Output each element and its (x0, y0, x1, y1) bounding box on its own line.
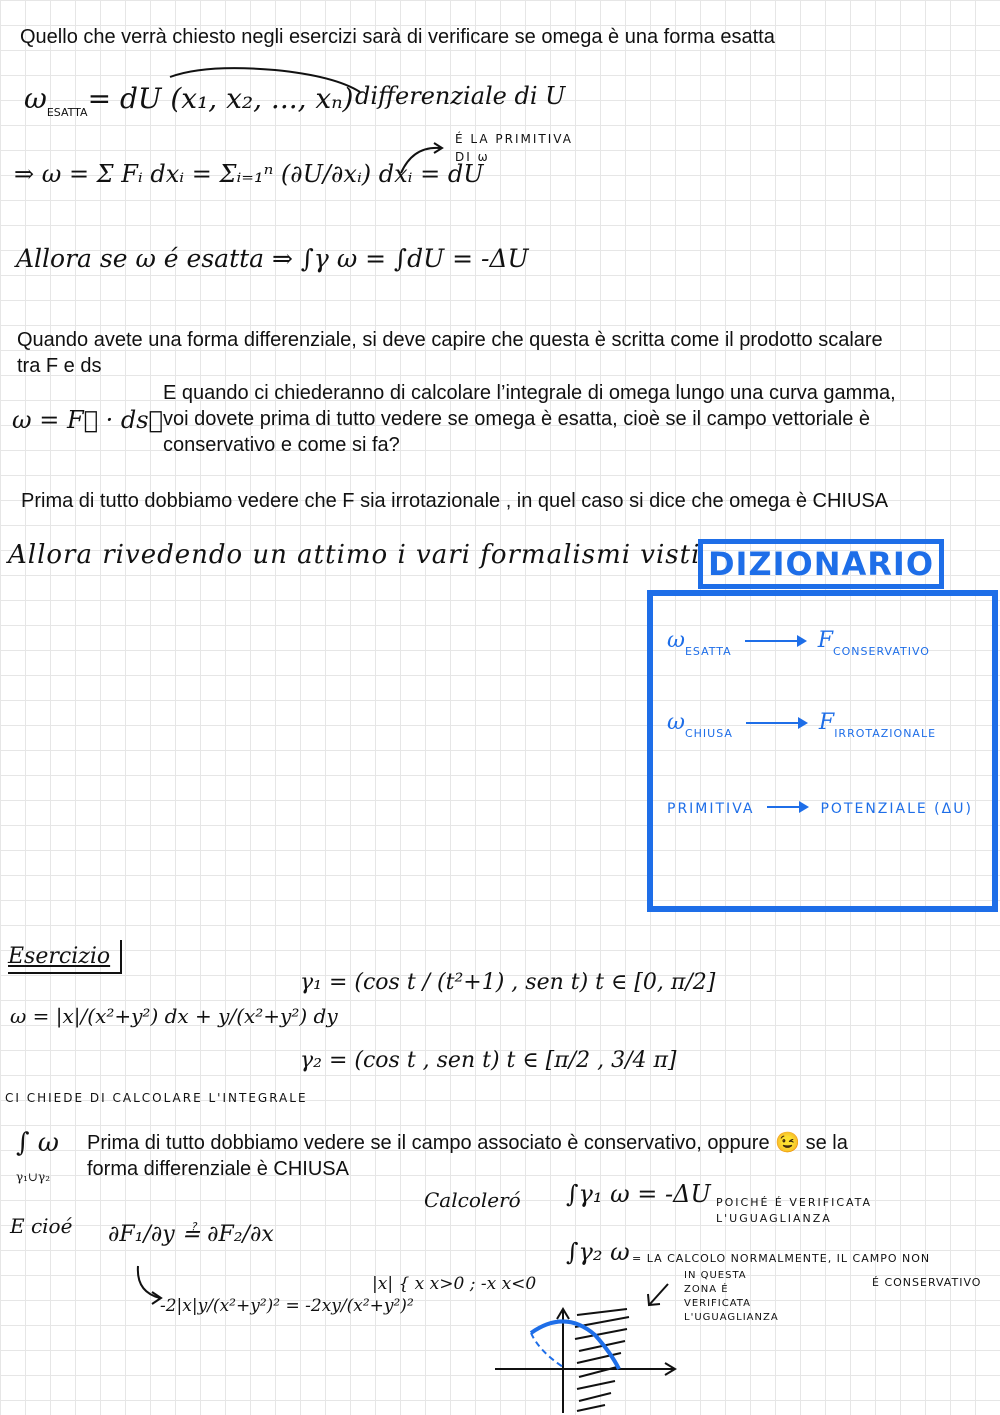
arrow-icon (767, 806, 807, 808)
dict-row-chiusa (667, 710, 936, 740)
region-sketch (495, 1305, 685, 1415)
integral-symbol: ∫ ω (16, 1128, 60, 1158)
calcolero-label: Calcoleró (424, 1188, 521, 1212)
calcolo-normal-note: = LA CALCOLO NORMALMENTE, IL CAMPO NON (632, 1252, 931, 1265)
integral-gamma1: ∫γ₁ ω = -ΔU (566, 1180, 711, 1208)
integral-union (16, 1128, 59, 1188)
conservativo-note: É CONSERVATIVO (872, 1276, 982, 1289)
esercizio-heading: Esercizio (8, 944, 111, 969)
allora-esatta-line: Allora se ω é esatta ⇒ ∫γ ω = ∫dU = -ΔU (16, 244, 529, 273)
omega-dot-product: ω = F⃗ · ds⃗ (12, 406, 163, 434)
paragraph-irrotazionale: Prima di tutto dobbiamo vedere che F sia irrotazionale , in quel caso si dice che omega è CHIUSA (21, 490, 889, 512)
integral-gamma2: ∫γ₂ ω (566, 1238, 630, 1266)
partial-result: -2|x|y/(x²+y²)² = -2xy/(x²+y²)² (160, 1296, 414, 1316)
dict-left: PRIMITIVA (667, 801, 755, 817)
primitiva-note-2: DI ω (455, 150, 490, 164)
zona-note-3: VERIFICATA (684, 1298, 751, 1309)
integral-union-sub: γ₁∪γ₂ (16, 1170, 51, 1184)
arrow-icon (745, 640, 805, 642)
paragraph-integrale-2: voi dovete prima di tutto vedere se omega è esatta, cioè se il campo vettoriale è (163, 408, 871, 430)
omega-symbol: ω (24, 82, 47, 115)
partial-equality: ∂F₁/∂y ≟ ∂F₂/∂x (108, 1222, 274, 1247)
paragraph-campo-associato-1: Prima di tutto dobbiamo vedere se il campo associato è conservativo, oppure 😉 se la (87, 1132, 848, 1154)
paragraph-integrale-3: conservativo e come si fa? (163, 434, 400, 456)
ci-chiede-label: CI CHIEDE DI CALCOLARE L'INTEGRALE (5, 1091, 308, 1105)
paragraph-integrale-1: E quando ci chiederanno di calcolare l’integrale di omega lungo una curva gamma, (163, 382, 896, 404)
primitiva-note-1: É LA PRIMITIVA (455, 132, 573, 146)
poiche-note-2: L'UGUAGLIANZA (716, 1212, 832, 1225)
sum-expression: ⇒ ω = Σ Fᵢ dxᵢ = Σᵢ₌₁ⁿ (∂U/∂xᵢ) dxᵢ = dU (14, 160, 484, 188)
dict-left-sub: CHIUSA (684, 727, 733, 740)
dict-row-primitiva (667, 794, 973, 819)
dizionario-box (647, 590, 998, 912)
gamma1-definition: γ₁ = (cos t / (t²+1) , sen t) t ∈ [0, π/2] (300, 970, 716, 995)
dict-right: F (817, 628, 833, 653)
dict-right: POTENZIALE (ΔU) (820, 801, 973, 817)
brace-curve (165, 62, 365, 102)
omega-definition: ω = |x|/(x²+y²) dx + y/(x²+y²) dy (10, 1004, 338, 1028)
paragraph-forma-esatta: Quello che verrà chiesto negli esercizi sarà di verificare se omega è una forma esatta (20, 26, 775, 48)
paragraph-prodotto-scalare-1: Quando avete una forma differenziale, si deve capire che questa è scritta come il prodotto scalare (17, 329, 883, 351)
esercizio-box-corner (8, 940, 122, 974)
omega-esatta-subscript: ESATTA (46, 106, 88, 119)
dict-left-sub: ESATTA (684, 645, 732, 658)
e-cioe-label: E cioé (10, 1214, 73, 1238)
paragraph-prodotto-scalare-2: tra F e ds (17, 355, 102, 377)
dict-left: ω (667, 710, 685, 735)
gamma2-definition: γ₂ = (cos t , sen t) t ∈ [π/2 , 3/4 π] (300, 1048, 677, 1073)
dict-right-sub: CONSERVATIVO (832, 645, 930, 658)
dizionario-title-box (698, 539, 944, 589)
dict-row-esatta (667, 628, 930, 658)
dizionario-title: DIZIONARIO (707, 545, 935, 583)
zona-note-1: IN QUESTA (684, 1270, 747, 1281)
dict-left: ω (667, 628, 685, 653)
differenziale-label: differenziale di U (355, 82, 566, 110)
abs-cases: |x| { x x>0 ; -x x<0 (372, 1274, 537, 1294)
zona-note-2: ZONA É (684, 1284, 729, 1295)
dict-right-sub: IRROTAZIONALE (834, 727, 937, 740)
zona-note-4: L'UGUAGLIANZA (684, 1312, 779, 1323)
curved-arrow (398, 138, 448, 178)
paragraph-campo-associato-2: forma differenziale è CHIUSA (87, 1158, 349, 1180)
omega-esatta-equation: = dU (x₁, x₂, ..., xₙ) (87, 82, 354, 115)
allora-rivedendo: Allora rivedendo un attimo i vari formalismi visti (8, 540, 701, 570)
poiche-note-1: POICHÉ É VERIFICATA (716, 1196, 873, 1209)
dict-right: F (818, 710, 835, 735)
arrow-icon (746, 722, 806, 724)
